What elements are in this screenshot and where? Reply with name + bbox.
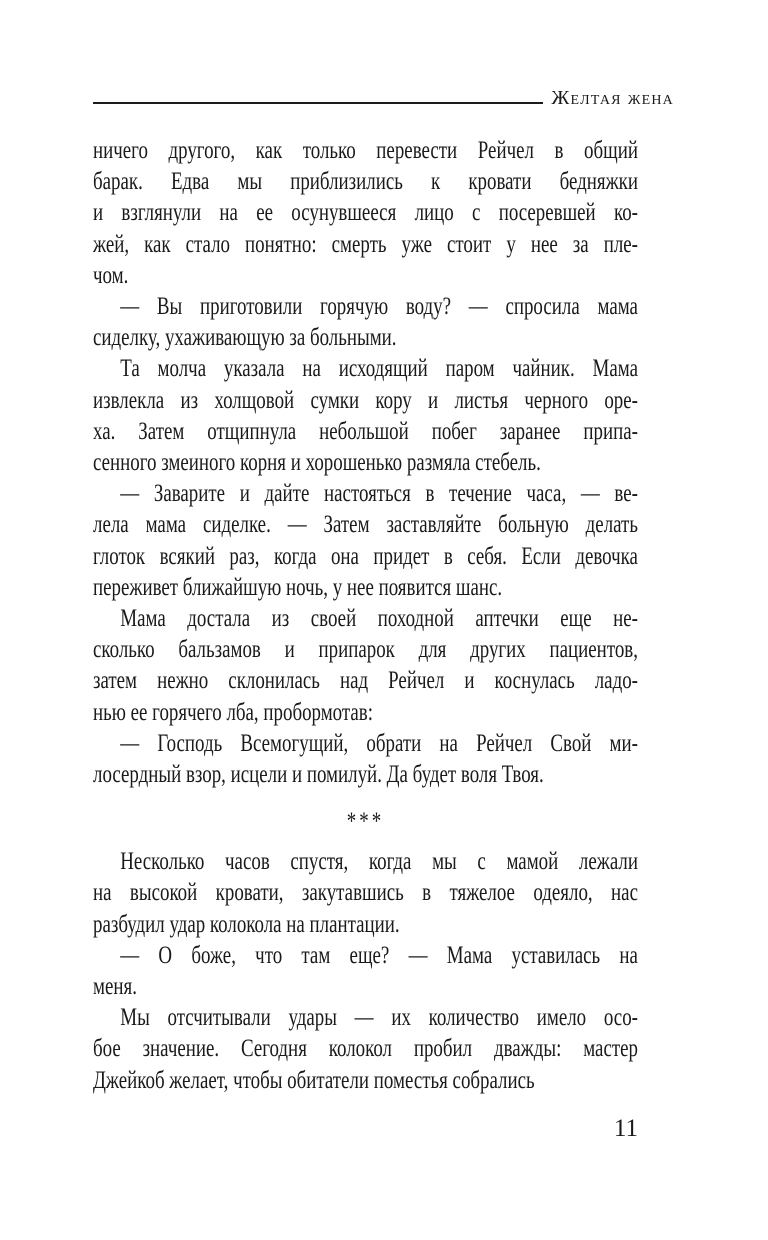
text-line: сенного змеиного корня и хорошенько размяла стебель. xyxy=(93,449,541,477)
text-line: ха. Затем отщипнула небольшой побег заранее припа- xyxy=(93,417,638,445)
text-line: меня. xyxy=(93,973,137,1001)
text-line: Джейкоб желает, чтобы обитатели поместья собрались xyxy=(93,1066,535,1094)
text-line: затем нежно склонилась над Рейчел и коснулась ладо- xyxy=(93,667,638,695)
running-header xyxy=(93,88,674,108)
text-line: бое значение. Сегодня колокол пробил дважды: мастер xyxy=(93,1035,638,1063)
text-line: извлекла из холщовой сумки кору и листья черного оре- xyxy=(93,386,638,414)
text-line: и взглянули на ее осунувшееся лицо с посеревшей ко- xyxy=(93,199,638,227)
text-area xyxy=(93,135,638,1096)
text-line: — Вы приготовили горячую воду? — спросила мама xyxy=(120,293,638,321)
text-block xyxy=(93,135,638,1096)
text-line: Несколько часов спустя, когда мы с мамой лежали xyxy=(120,848,638,876)
text-line: лосердный взор, исцели и помилуй. Да будет воля Твоя. xyxy=(93,761,544,789)
text-line: Мы отсчитывали удары — их количество имело осо- xyxy=(120,1004,638,1032)
paragraph xyxy=(93,940,638,1002)
paragraph xyxy=(93,291,638,353)
text-line: барак. Едва мы приблизились к кровати бедняжки xyxy=(93,168,638,196)
header-rule xyxy=(93,102,543,104)
text-line: переживет ближайшую ночь, у нее появится шанс. xyxy=(93,573,503,601)
text-line: жей, как стало понятно: смерть уже стоит у нее за пле- xyxy=(93,230,638,258)
text-line: — Заварите и дайте настояться в течение часа, — ве- xyxy=(120,480,638,508)
text-line: на высокой кровати, закутавшись в тяжелое одеяло, нас xyxy=(93,879,638,907)
paragraph xyxy=(93,846,638,940)
paragraph xyxy=(93,603,638,728)
page-number: 11 xyxy=(613,1115,638,1142)
text-line: — Господь Всемогущий, обрати на Рейчел Свой ми- xyxy=(120,729,638,757)
paragraph xyxy=(93,353,638,478)
text-line: лела мама сиделке. — Затем заставляйте больную делать xyxy=(93,511,638,539)
text-line: глоток всякий раз, когда она придет в себя. Если девочка xyxy=(93,542,638,570)
text-line: ничего другого, как только перевести Рейчел в общий xyxy=(93,137,638,164)
text-line: нью ее горячего лба, пробормотав: xyxy=(93,698,373,726)
text-line: сиделку, ухаживающую за больными. xyxy=(93,324,397,352)
text-line: разбудил удар колокола на плантации. xyxy=(93,910,400,938)
text-line: — О боже, что там еще? — Мама уставилась на xyxy=(120,941,638,969)
text-line: чом. xyxy=(93,261,129,289)
text-section-2 xyxy=(93,846,638,1096)
text-line: Та молча указала на исходящий паром чайник. Мама xyxy=(120,355,638,383)
paragraph xyxy=(93,135,638,291)
text-line: сколько бальзамов и припарок для других пациентов, xyxy=(93,636,638,664)
header-title: Желтая жена xyxy=(551,87,674,109)
section-separator: *** xyxy=(346,807,385,835)
text-line: Мама достала из своей походной аптечки еще не- xyxy=(120,605,638,633)
paragraph xyxy=(93,478,638,603)
paragraph xyxy=(93,1002,638,1096)
paragraph xyxy=(93,728,638,790)
text-section-1 xyxy=(93,135,638,790)
